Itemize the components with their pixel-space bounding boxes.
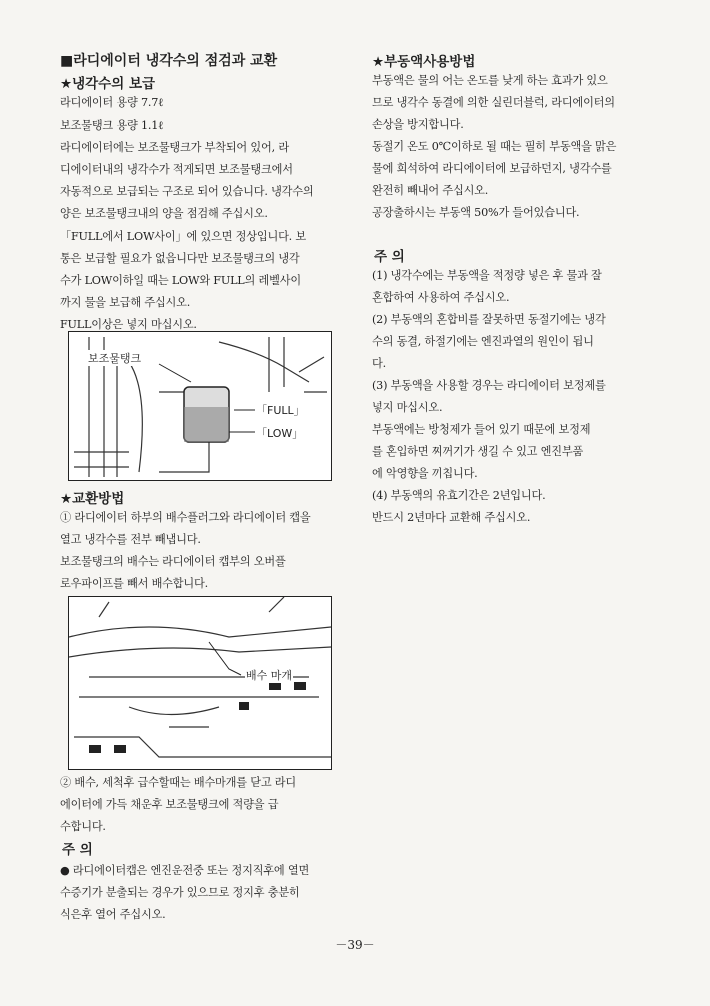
radiator-capacity: 라디에이터 용량 7.7ℓ [60,96,164,109]
subheading-replacement: ★교환방법 [60,491,125,507]
label-low: 「LOW」 [256,427,304,440]
caution-item: (2) 부동액의 혼합비를 잘못하면 동절기에는 냉각 [372,313,606,326]
caution-line: ● 라디에이터캡은 엔진운전중 또는 정지직후에 열면 [60,864,310,877]
label-full: 「FULL」 [256,404,305,417]
antifreeze-line: 부동액은 물의 어는 온도를 낮게 하는 효과가 있으 [372,74,608,87]
label-subtank: 보조물탱크 [88,352,142,365]
step1-line: 열고 냉각수를 전부 빼냅니다. [60,533,201,546]
antifreeze-line: 완전히 빼내어 주십시오. [372,184,489,197]
caution-item: 부동액에는 방청제가 들어 있기 때문에 보정제 [372,423,591,436]
subtank-figure [68,331,332,481]
subheading-antifreeze: ★부동액사용방법 [372,54,476,70]
para2-line: 수가 LOW이하일 때는 LOW와 FULL의 레벨사이 [60,274,301,287]
caution-item: 반드시 2년마다 교환해 주십시오. [372,511,531,524]
step2-line: 에이터에 가득 채운후 보조물탱크에 적량을 급 [60,798,279,811]
para2-line: 통은 보급할 필요가 없읍니다만 보조물탱크의 냉각 [60,252,300,265]
caution-item: 다. [372,357,386,370]
para1-line: 양은 보조물탱크내의 양을 점검해 주십시오. [60,207,268,220]
subtank-capacity: 보조물탱크 용량 1.1ℓ [60,119,164,132]
step2-line: ② 배수, 세척후 급수할때는 배수마개를 닫고 라디 [60,776,297,789]
caution-line: 수증기가 분출되는 경우가 있으므로 정지후 충분히 [60,886,300,899]
antifreeze-line: 물에 희석하여 라디에이터에 보급하던지, 냉각수를 [372,162,612,175]
para2-line: 「FULL에서 LOW사이」에 있으면 정상입니다. 보 [60,230,307,243]
caution-item: 를 혼입하면 찌꺼기가 생길 수 있고 엔진부품 [372,445,584,458]
step2-line: 수합니다. [60,820,106,833]
caution-item: (1) 냉각수에는 부동액을 적정량 넣은 후 물과 잘 [372,269,602,282]
step1-line: 보조물탱크의 배수는 라디에이터 캡부의 오버플 [60,555,286,568]
antifreeze-line: 손상을 방지합니다. [372,118,464,131]
caution-item: 수의 동결, 하절기에는 엔진과열의 원인이 됩니 [372,335,594,348]
para1-line: 라디에이터에는 보조물탱크가 부착되어 있어, 라 [60,141,289,154]
drain-plug-illustration [69,597,331,769]
section-heading-radiator: ■라디에이터 냉각수의 점검과 교환 [60,53,278,69]
step1-line: ① 라디에이터 하부의 배수플러그와 라디에이터 캡을 [60,511,311,524]
page-number: －39－ [335,938,375,952]
antifreeze-line: 공장출하시는 부동액 50%가 들어있습니다. [372,206,580,219]
step1-line: 로우파이프를 빼서 배수합니다. [60,577,208,590]
antifreeze-line: 동절기 온도 0℃이하로 될 때는 필히 부동액을 맑은 [372,140,617,153]
caution-line: 식은후 열어 주십시오. [60,908,166,921]
drain-plug-figure [68,596,332,770]
caution-item: (3) 부동액을 사용할 경우는 라디에이터 보정제를 [372,379,606,392]
para2-line: FULL이상은 넣지 마십시오. [60,318,197,331]
para2-line: 까지 물을 보급해 주십시오. [60,296,191,309]
caution-title-right: 주 의 [374,249,405,265]
caution-item: 혼합하여 사용하여 주십시오. [372,291,510,304]
caution-item: (4) 부동액의 유효기간은 2년입니다. [372,489,546,502]
subheading-coolant-supply: ★냉각수의 보급 [60,76,156,92]
caution-title-left: 주 의 [62,842,93,858]
caution-item: 에 악영향을 끼칩니다. [372,467,478,480]
para1-line: 자동적으로 보급되는 구조로 되어 있습니다. 냉각수의 [60,185,314,198]
caution-item: 넣지 마십시오. [372,401,443,414]
para1-line: 디에이터내의 냉각수가 적게되면 보조물탱크에서 [60,163,293,176]
label-drain-plug: 배수 마개 [246,669,293,682]
antifreeze-line: 므로 냉각수 동결에 의한 실린더블럭, 라디에이터의 [372,96,615,109]
